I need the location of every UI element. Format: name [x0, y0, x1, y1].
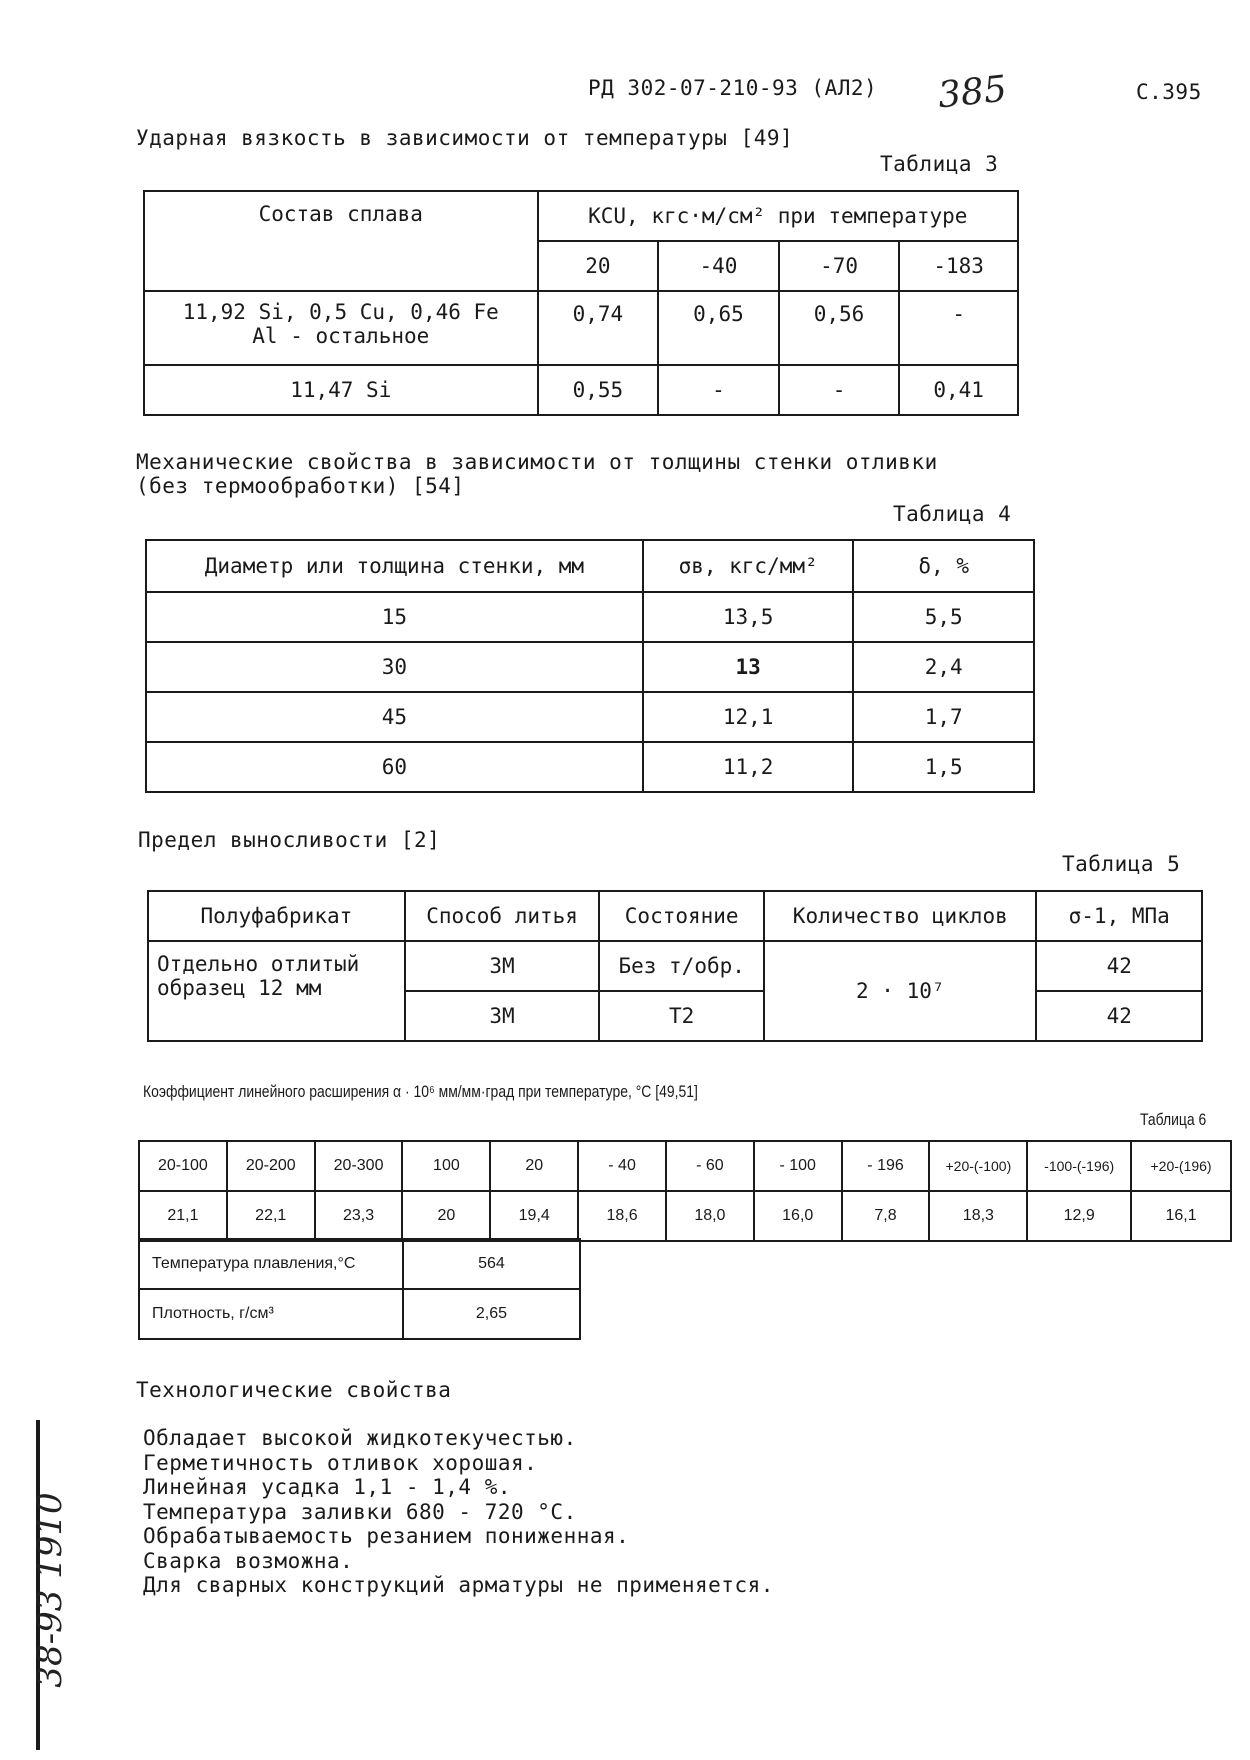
table4-cell: 5,5	[853, 592, 1034, 642]
table4-label: Таблица 4	[893, 502, 1012, 526]
list-item: Линейная усадка 1,1 - 1,4 %.	[143, 1475, 512, 1499]
table6-temp-row	[139, 1141, 1231, 1191]
table3	[143, 190, 1019, 416]
table-row	[146, 642, 1034, 692]
table4-cell: 15	[146, 592, 643, 642]
table-row	[144, 365, 1018, 415]
table6-label: Таблица 6	[1140, 1110, 1207, 1129]
table6-temp-cell: 20-300	[315, 1141, 403, 1191]
table4-cell: 1,7	[853, 692, 1034, 742]
table4-heading	[136, 450, 938, 498]
table5-header-cycles: Количество циклов	[764, 891, 1036, 941]
list-item: Сварка возможна.	[143, 1548, 354, 1573]
margin-handwritten-note: 38-93 1910	[30, 1492, 70, 1688]
table5-semi-product-cell	[148, 941, 405, 1041]
table6-value-cell: 22,1	[227, 1191, 315, 1241]
composition-line: 11,92 Si, 0,5 Cu, 0,46 Fe	[182, 300, 499, 324]
list-item: Температура заливки 680 - 720 °C.	[143, 1499, 577, 1524]
table4-cell: 60	[146, 742, 643, 792]
table4-cell: 11,2	[643, 742, 854, 792]
table3-header-composition: Состав сплава	[144, 191, 538, 291]
table6-value-cell: 18,0	[666, 1191, 754, 1241]
table6-value-row	[139, 1191, 1231, 1241]
table6-value-cell: 16,1	[1131, 1191, 1231, 1241]
table4	[145, 539, 1035, 793]
table3-temp-cell: -70	[779, 241, 900, 291]
table4-header-elongation: δ, %	[853, 540, 1034, 592]
table4-cell: 1,5	[853, 742, 1034, 792]
table6-temp-cell: - 196	[842, 1141, 930, 1191]
table-row	[139, 1239, 580, 1289]
page-number: С.395	[1136, 80, 1202, 104]
table5-method-cell: ЗМ	[405, 941, 600, 991]
table6-value-cell: 16,0	[754, 1191, 842, 1241]
table6-value-cell: 12,9	[1027, 1191, 1131, 1241]
table6-value-cell: 23,3	[315, 1191, 403, 1241]
table6-temp-cell: - 100	[754, 1141, 842, 1191]
table4-cell: 30	[146, 642, 643, 692]
semi-product-line: Отдельно отлитый	[157, 952, 360, 976]
table3-value-cell: 0,74	[538, 291, 659, 365]
table5-sigma-cell: 42	[1036, 991, 1202, 1041]
table5-state-cell: Без т/обр.	[599, 941, 764, 991]
table5-method-cell: ЗМ	[405, 991, 600, 1041]
list-item: Для сварных конструкций арматуры не применяется.	[143, 1573, 774, 1597]
table-row	[139, 1289, 580, 1339]
table3-composition-cell: 11,47 Si	[144, 365, 538, 415]
table5-header-endurance: σ-1, МПа	[1036, 891, 1202, 941]
melting-point-label: Температура плавления,°C	[139, 1239, 403, 1289]
table6-temp-cell: +20-(-100)	[929, 1141, 1027, 1191]
list-item: Обрабатываемость резанием пониженная.	[143, 1524, 630, 1548]
table3-temp-cell: -40	[658, 241, 779, 291]
table3-value-cell: 0,56	[779, 291, 900, 365]
table4-header-thickness: Диаметр или толщина стенки, мм	[146, 540, 643, 592]
table4-heading-line: (без термообработки) [54]	[136, 474, 465, 498]
table-row	[144, 291, 1018, 365]
composition-line: Al - остальное	[252, 324, 430, 348]
table5-header-casting-method: Способ литья	[405, 891, 600, 941]
table5-heading: Предел выносливости [2]	[138, 828, 441, 852]
table4-cell: 12,1	[643, 692, 854, 742]
melting-point-value: 564	[403, 1239, 580, 1289]
density-label: Плотность, г/см³	[139, 1289, 403, 1339]
table6-extra	[138, 1238, 581, 1340]
table3-value-cell: 0,65	[658, 291, 779, 365]
table3-composition-cell	[144, 291, 538, 365]
table-row	[148, 941, 1202, 991]
table5-sigma-cell: 42	[1036, 941, 1202, 991]
table6-temp-cell: -100-(-196)	[1027, 1141, 1131, 1191]
table-row	[146, 692, 1034, 742]
table3-value-cell: -	[779, 365, 900, 415]
tech-properties-list	[143, 1426, 774, 1598]
table3-value-cell: -	[899, 291, 1018, 365]
table5-label: Таблица 5	[1062, 852, 1181, 876]
table4-heading-line: Механические свойства в зависимости от толщины стенки отливки	[136, 450, 938, 474]
table-row	[146, 592, 1034, 642]
table6-value-cell: 18,3	[929, 1191, 1027, 1241]
table4-cell: 13,5	[643, 592, 854, 642]
table3-value-cell: -	[658, 365, 779, 415]
table5	[147, 890, 1203, 1042]
table5-header-semi-product: Полуфабрикат	[148, 891, 405, 941]
table4-cell: 13	[643, 642, 854, 692]
table6-temp-cell: - 40	[578, 1141, 666, 1191]
table6-value-cell: 19,4	[490, 1191, 578, 1241]
table6-value-cell: 7,8	[842, 1191, 930, 1241]
table4-cell: 45	[146, 692, 643, 742]
table3-heading: Ударная вязкость в зависимости от температуры [49]	[136, 126, 794, 150]
table6-heading: Коэффициент линейного расширения α · 10⁶ мм/мм·град при температуре, °C [49,51]	[143, 1082, 698, 1101]
table6	[138, 1140, 1232, 1242]
table6-temp-cell: - 60	[666, 1141, 754, 1191]
list-item: Герметичность отливок хорошая.	[143, 1450, 538, 1475]
handwritten-page-mark: 385	[936, 68, 1009, 117]
table6-temp-cell: 20-100	[139, 1141, 227, 1191]
table6-temp-cell: 20	[490, 1141, 578, 1191]
semi-product-line: образец 12 мм	[157, 976, 322, 1000]
table6-value-cell: 21,1	[139, 1191, 227, 1241]
table3-temp-cell: -183	[899, 241, 1018, 291]
table6-temp-cell: +20-(196)	[1131, 1141, 1231, 1191]
table5-cycles-cell: 2 · 10⁷	[764, 941, 1036, 1041]
table3-label: Таблица 3	[880, 152, 999, 176]
document-code: РД 302-07-210-93 (АЛ2)	[588, 76, 878, 100]
table6-value-cell: 18,6	[578, 1191, 666, 1241]
table6-temp-cell: 20-200	[227, 1141, 315, 1191]
table-row	[146, 742, 1034, 792]
table3-value-cell: 0,41	[899, 365, 1018, 415]
table5-header-state: Состояние	[599, 891, 764, 941]
table4-header-strength: σв, кгс/мм²	[643, 540, 854, 592]
table5-state-cell: Т2	[599, 991, 764, 1041]
table3-header-kcu: KCU, кгс·м/см² при температуре	[538, 191, 1018, 241]
table6-temp-cell: 100	[402, 1141, 490, 1191]
table4-cell: 2,4	[853, 642, 1034, 692]
table3-temp-cell: 20	[538, 241, 659, 291]
table3-value-cell: 0,55	[538, 365, 659, 415]
list-item: Обладает высокой жидкотекучестью.	[143, 1426, 577, 1450]
table6-value-cell: 20	[402, 1191, 490, 1241]
tech-heading: Технологические свойства	[136, 1378, 452, 1402]
density-value: 2,65	[403, 1289, 580, 1339]
